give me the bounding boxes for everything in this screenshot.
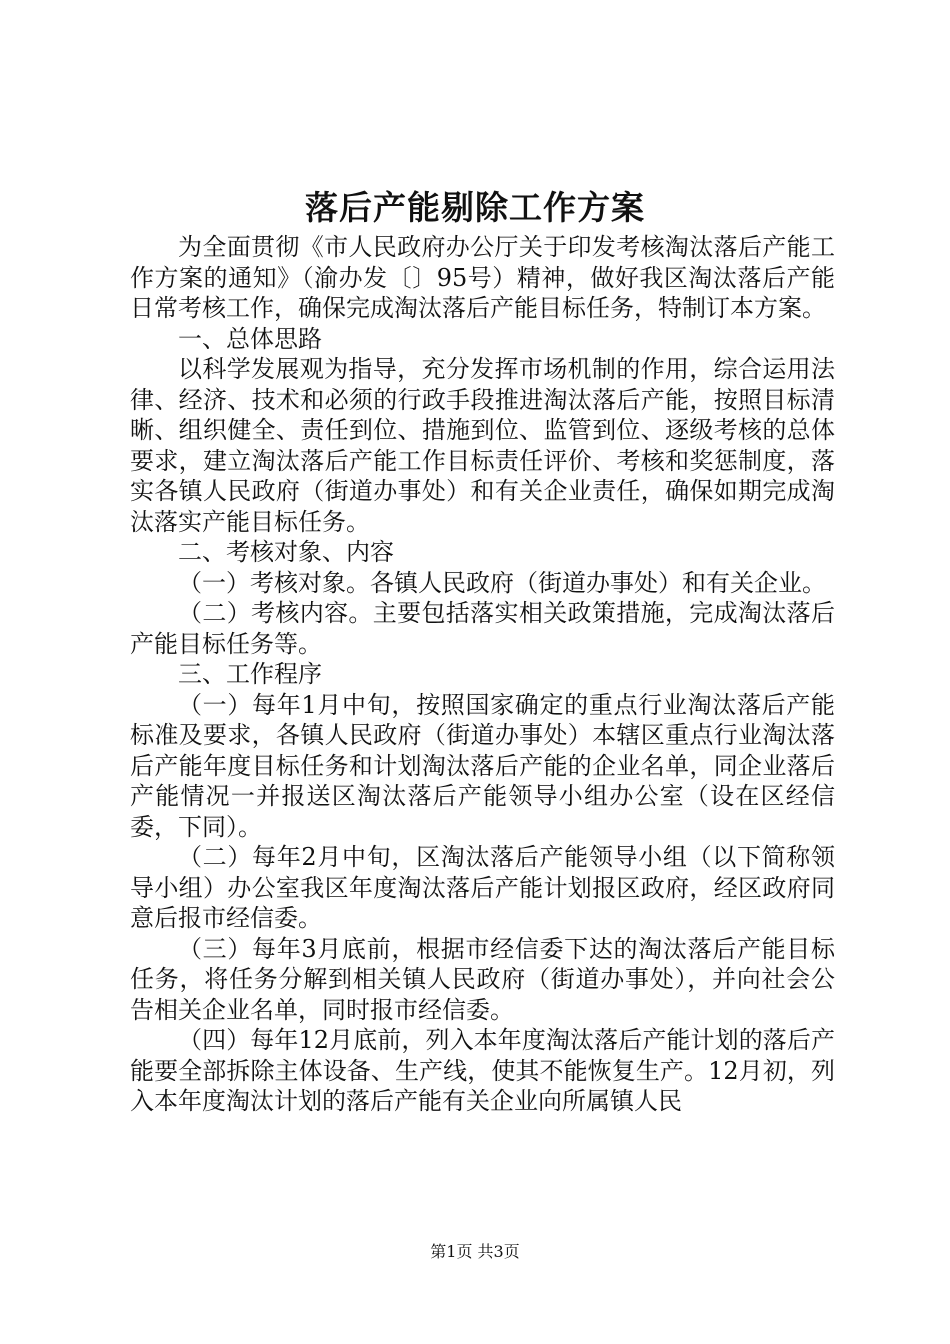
section-1-paragraph: 以科学发展观为指导，充分发挥市场机制的作用，综合运用法律、经济、技术和必须的行政手段推进淘汰落后产能，按照目标清晰、组织健全、责任到位、措施到位、监管到位、逐级考核的总体要求，建立淘汰落后产能工作目标责任评价、考核和奖惩制度，落实各镇人民政府（街道办事处）和有关企业责任，确保如期完成淘汰落实产能目标任务。 bbox=[130, 355, 835, 536]
intro-paragraph: 为全面贯彻《市人民政府办公厅关于印发考核淘汰落后产能工作方案的通知》（渝办发〔〕95号）精神，做好我区淘汰落后产能日常考核工作，确保完成淘汰落后产能目标任务，特制订本方案。 bbox=[130, 233, 835, 322]
section-3-item-1: （一）每年1月中旬，按照国家确定的重点行业淘汰落后产能标准及要求，各镇人民政府（街道办事处）本辖区重点行业淘汰落后产能年度目标任务和计划淘汰落后产能的企业名单，同企业落后产能情况一并报送区淘汰落后产能领导小组办公室（设在区经信委，下同）。 bbox=[130, 690, 835, 841]
document-body bbox=[130, 232, 835, 1117]
section-2-item-1: （一）考核对象。各镇人民政府（街道办事处）和有关企业。 bbox=[178, 568, 826, 597]
section-heading-1: 一、总体思路 bbox=[178, 324, 322, 353]
page-number-footer: 第1页 共3页 bbox=[430, 1242, 520, 1261]
section-3-item-4: （四）每年12月底前，列入本年度淘汰落后产能计划的落后产能要全部拆除主体设备、生产线，使其不能恢复生产。12月初，列入本年度淘汰计划的落后产能有关企业向所属镇人民 bbox=[130, 1026, 835, 1115]
section-2-item-2: （二）考核内容。主要包括落实相关政策措施，完成淘汰落后产能目标任务等。 bbox=[130, 599, 835, 658]
section-3-item-2: （二）每年2月中旬，区淘汰落后产能领导小组（以下简称领导小组）办公室我区年度淘汰落后产能计划报区政府，经区政府同意后报市经信委。 bbox=[130, 843, 835, 932]
document-title: 落后产能剔除工作方案 bbox=[305, 188, 645, 227]
section-heading-3: 三、工作程序 bbox=[178, 660, 322, 688]
section-3-item-3: （三）每年3月底前，根据市经信委下达的淘汰落后产能目标任务，将任务分解到相关镇人民政府（街道办事处），并向社会公告相关企业名单，同时报市经信委。 bbox=[130, 934, 835, 1024]
section-heading-2: 二、考核对象、内容 bbox=[178, 538, 394, 566]
